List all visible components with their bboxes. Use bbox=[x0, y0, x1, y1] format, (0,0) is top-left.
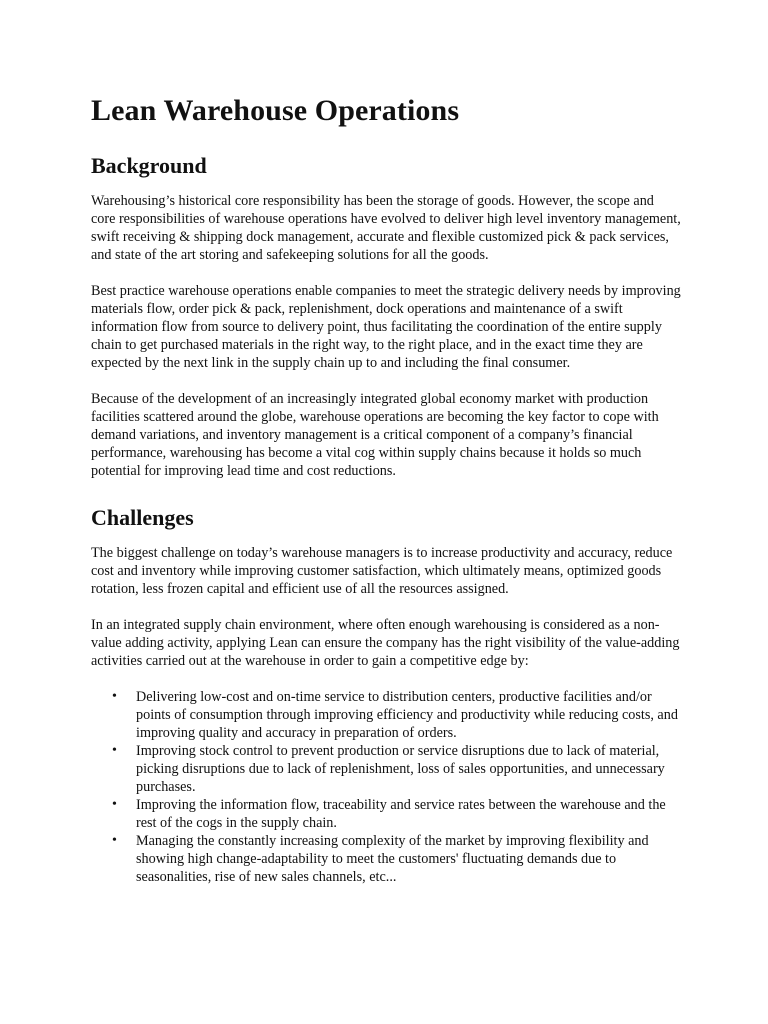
section-background bbox=[91, 152, 681, 480]
section-challenges bbox=[91, 504, 681, 886]
paragraph: In an integrated supply chain environment, where often enough warehousing is considered as a non-value adding activity, applying Lean can ensure the company has the right visibility of the value-adding activities carried out at the warehouse in order to gain a competitive edge by: bbox=[91, 617, 680, 669]
paragraph: Best practice warehouse operations enable companies to meet the strategic delivery needs by improving materials flow, order pick & pack, replenishment, dock operations and maintenance of a swift information flow from source to delivery point, thus facilitating the coordination of the entire supply chain to get purchased materials in the right way, to the right place, and in the exact time they are expected by the next link in the supply chain up to and including the final consumer. bbox=[91, 283, 681, 371]
bullet-list bbox=[91, 688, 681, 886]
paragraph: Because of the development of an increasingly integrated global economy market with production facilities scattered around the globe, warehouse operations are becoming the key factor to cope with demand variations, and inventory management is a critical component of a company’s financial performance, warehousing has become a vital cog within supply chains because it holds so much potential for improving lead time and cost reductions. bbox=[91, 391, 659, 479]
list-item-text: Improving the information flow, traceability and service rates between the warehouse and the rest of the cogs in the supply chain. bbox=[136, 797, 666, 831]
list-item bbox=[91, 742, 681, 796]
bullet-icon: • bbox=[112, 833, 117, 848]
list-item-text: Managing the constantly increasing complexity of the market by improving flexibility and showing high change-adaptability to meet the customers' fluctuating demands due to seasonalities, rise of new sales channels, etc... bbox=[136, 833, 649, 885]
paragraph: Warehousing’s historical core responsibility has been the storage of goods. However, the scope and core responsibilities of warehouse operations have evolved to deliver high level inventory management, swift receiving & shipping dock management, accurate and flexible customized pick & pack services, and state of the art storing and safekeeping solutions for all the goods. bbox=[91, 193, 681, 263]
section-heading-background: Background bbox=[91, 153, 207, 178]
list-item-text: Delivering low-cost and on-time service to distribution centers, productive facilities and/or points of consumption through improving efficiency and productivity while reducing costs, and improving quality and accuracy in preparation of orders. bbox=[136, 689, 678, 741]
paragraph: The biggest challenge on today’s warehouse managers is to increase productivity and accuracy, reduce cost and inventory while improving customer satisfaction, which ultimately means, optimized goods rotation, less frozen capital and efficient use of all the resources assigned. bbox=[91, 545, 673, 597]
list-item-text: Improving stock control to prevent production or service disruptions due to lack of material, picking disruptions due to lack of replenishment, loss of sales opportunities, and unnecessary purchases. bbox=[136, 743, 665, 795]
bullet-icon: • bbox=[112, 689, 117, 704]
list-item bbox=[91, 688, 681, 742]
bullet-icon: • bbox=[112, 743, 117, 758]
list-item bbox=[91, 832, 681, 886]
document-page bbox=[91, 92, 681, 886]
document-title: Lean Warehouse Operations bbox=[91, 94, 460, 127]
list-item bbox=[91, 796, 681, 832]
section-heading-challenges: Challenges bbox=[91, 505, 194, 530]
bullet-icon: • bbox=[112, 797, 117, 812]
